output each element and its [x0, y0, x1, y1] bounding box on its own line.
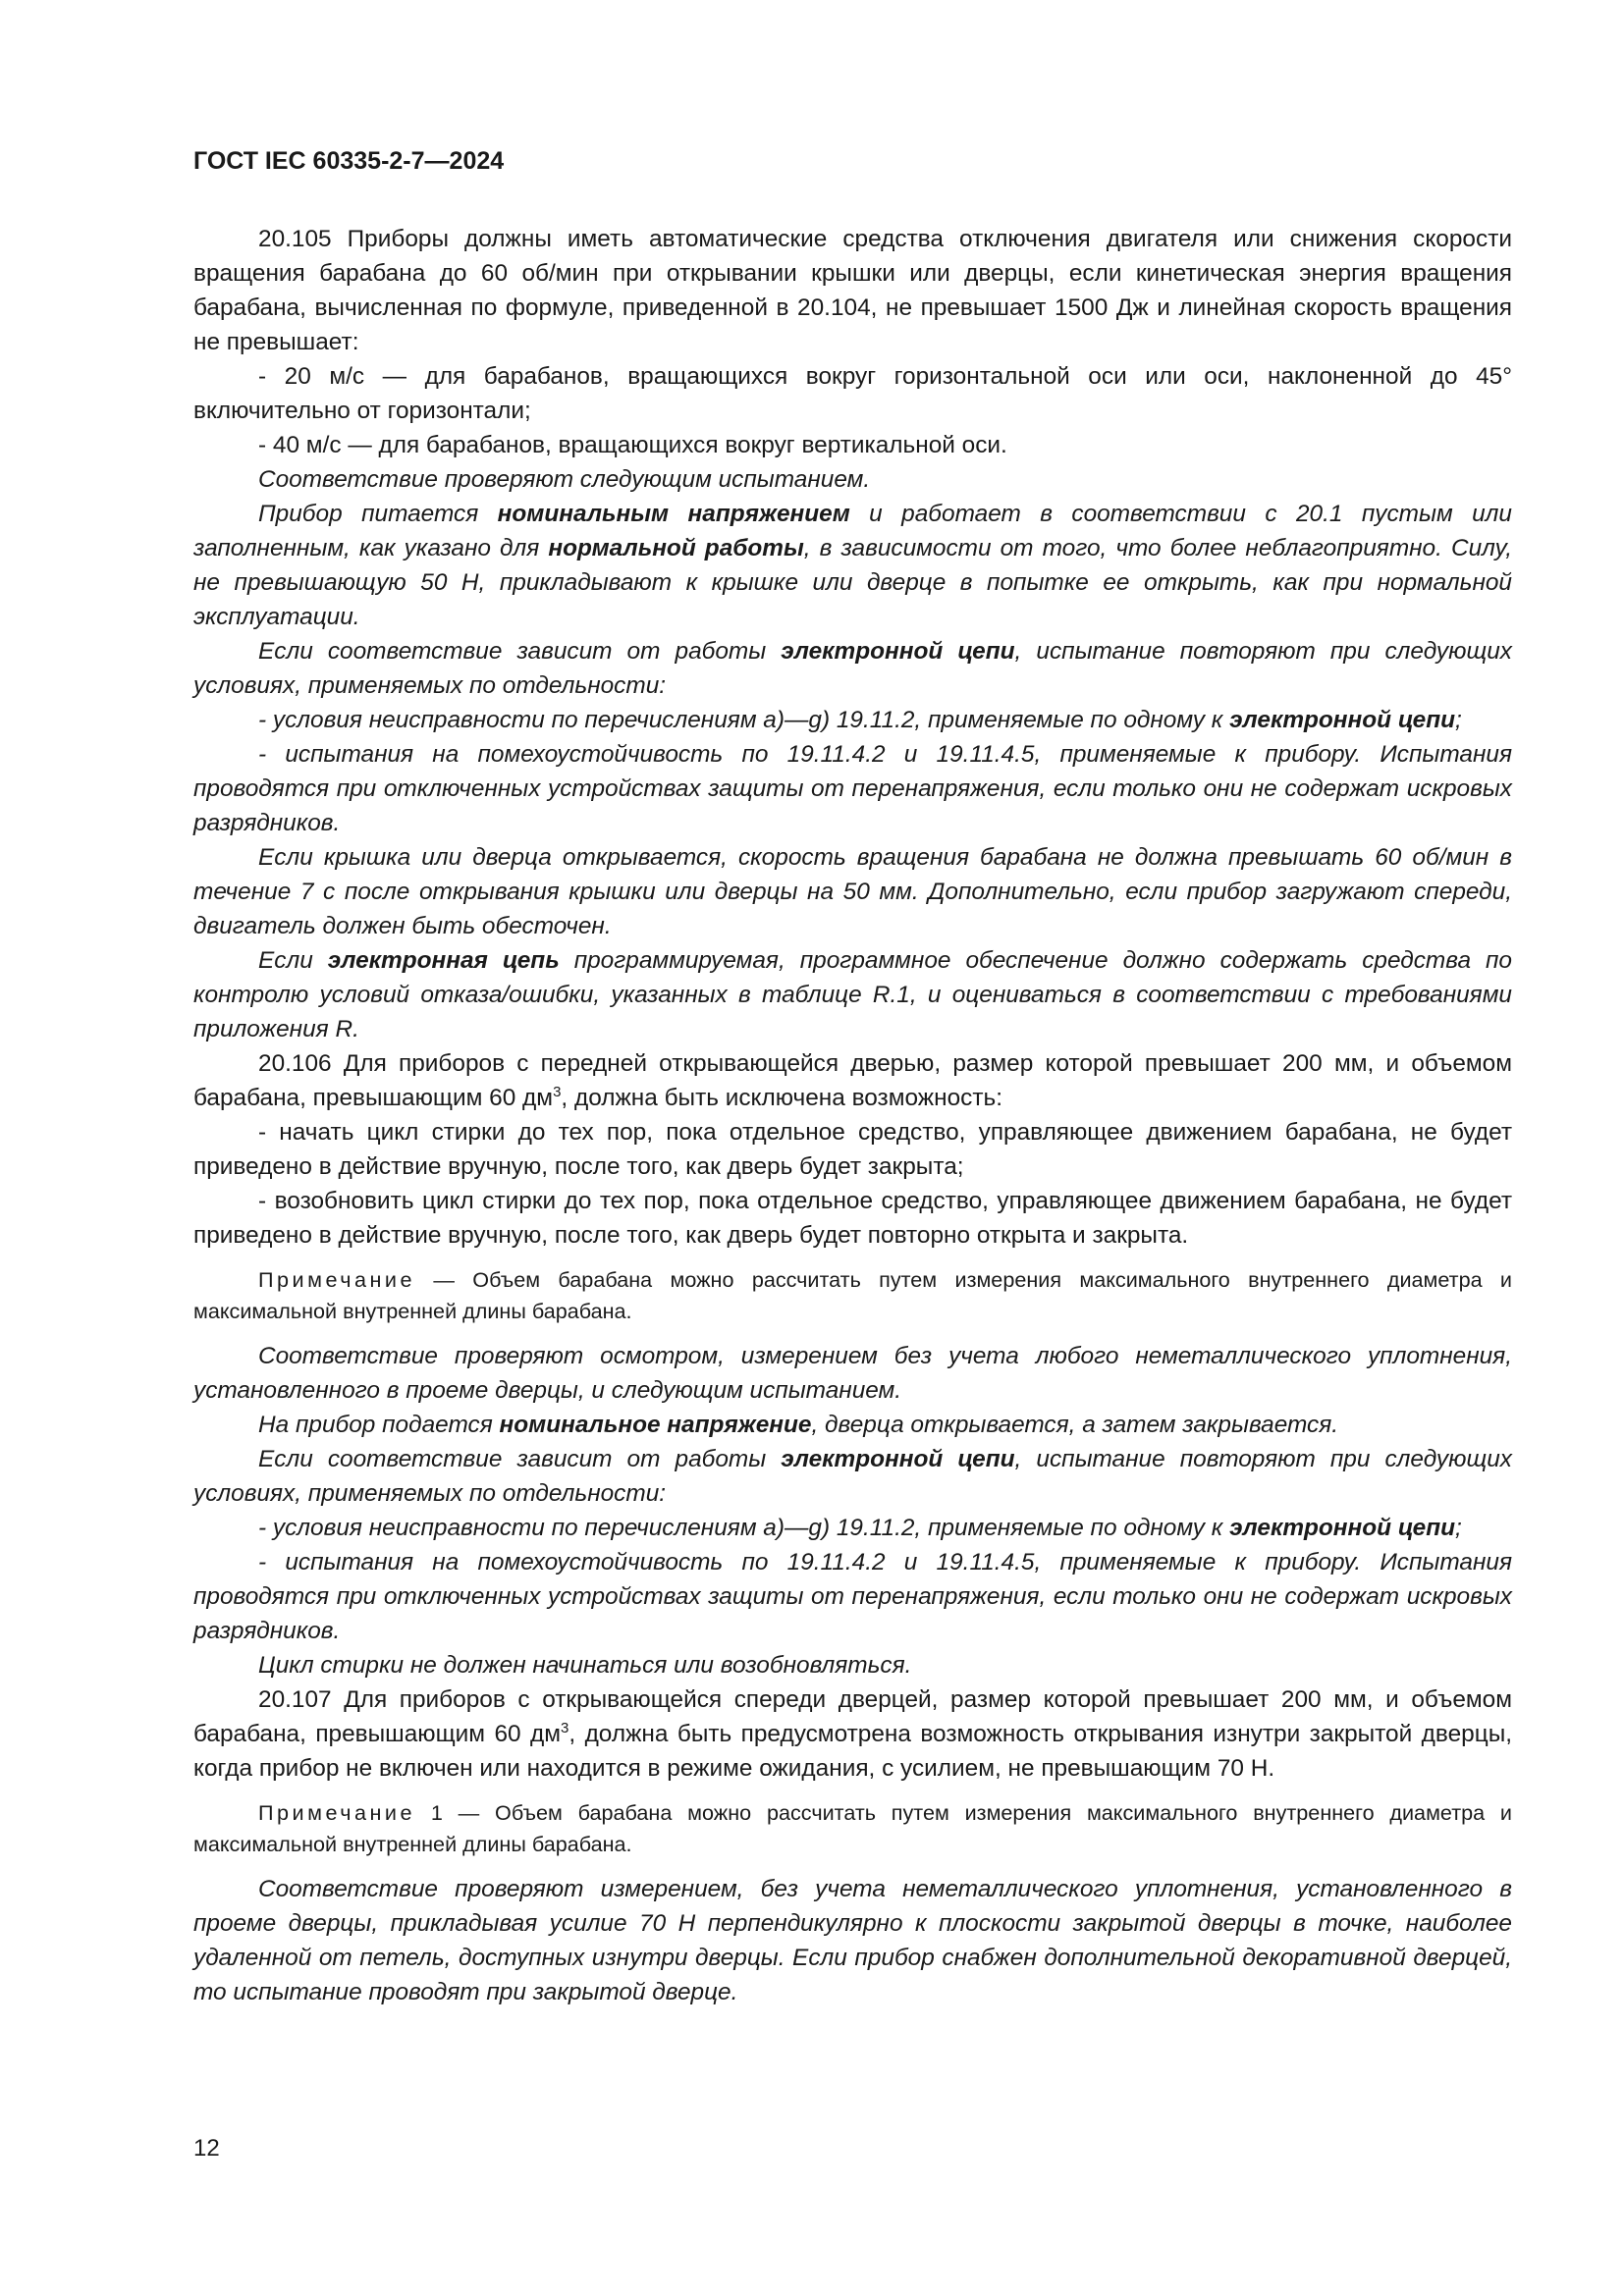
note-label: Примечание	[258, 1800, 415, 1825]
defined-term: электронная цепь	[327, 947, 560, 974]
compliance-statement: Соответствие проверяют следующим испытанием.	[258, 466, 871, 493]
note-label: Примечание	[258, 1267, 415, 1292]
paragraph-20-107: 20.107 Для приборов с открывающейся спереди дверцей, размер которой превышает 200 мм, и объемом барабана, превышающим 60 $дм^3$, должна быть предусмотрена возможность открывания изнутри закрытой дверцы, когда прибор не включен или находится в режиме ожидания, с усилием, не превышающим 70 Н.	[193, 1686, 1512, 1782]
defined-term: электронной цепи	[781, 1446, 1015, 1472]
compliance-paragraph: Соответствие проверяют измерением, без учета неметаллического уплотнения, установленного в проеме дверцы, прикладывая усилие 70 Н перпендикулярно к плоскости закрытой дверцы в точке, наиболее удаленной от петель, доступных изнутри дверцы. Если прибор снабжен дополнительной декоративной дверцей, то испытание проводят при закрытой дверце.	[193, 1876, 1512, 2005]
list-item: - условия неисправности по перечислениям a)—g) 19.11.2, применяемые по одному к электронной цепи;	[258, 707, 1462, 733]
compliance-paragraph: Если крышка или дверца открывается, скорость вращения барабана не должна превышать 60 об/мин в течение 7 с после открывания крышки или дверцы на 50 мм. Дополнительно, если прибор загружают спереди, двигатель должен быть обесточен.	[193, 844, 1512, 939]
list-item: - условия неисправности по перечислениям a)—g) 19.11.2, применяемые по одному к электронной цепи;	[258, 1515, 1462, 1541]
compliance-paragraph: Если соответствие зависит от работы электронной цепи, испытание повторяют при следующих условиях, применяемых по отдельности:	[193, 638, 1512, 699]
note: Примечание 1 — Объем барабана можно рассчитать путем измерения максимального внутреннего диаметра и максимальной внутренней длины барабана.	[193, 1800, 1512, 1856]
list-item: - 40 м/с — для барабанов, вращающихся вокруг вертикальной оси.	[258, 432, 1007, 458]
list-item: - начать цикл стирки до тех пор, пока отдельное средство, управляющее движением барабана, не будет приведено в действие вручную, после того, как дверь будет закрыта;	[193, 1119, 1512, 1180]
defined-term: электронной цепи	[781, 638, 1015, 665]
list-item: - 20 м/с — для барабанов, вращающихся вокруг горизонтальной оси или оси, наклоненной до 45° включительно от горизонтали;	[193, 363, 1512, 424]
defined-term: номинальным напряжением	[497, 501, 850, 527]
compliance-paragraph: Прибор питается номинальным напряжением и работает в соответствии с 20.1 пустым или заполненным, как указано для нормальной работы, в зависимости от того, что более неблагоприятно. Силу, не превышающую 50 Н, прикладывают к крышке или дверце в попытке ее открыть, как при нормальной эксплуатации.	[193, 501, 1512, 630]
defined-term: нормальной работы	[548, 535, 804, 561]
list-item: - испытания на помехоустойчивость по 19.11.4.2 и 19.11.4.5, применяемые к прибору. Испытания проводятся при отключенных устройствах защиты от перенапряжения, если только они не содержат искровых разрядников.	[193, 1549, 1512, 1644]
paragraph-20-106: 20.106 Для приборов с передней открывающейся дверью, размер которой превышает 200 мм, и объемом барабана, превышающим 60 $дм^3$, должна быть исключена возможность:	[193, 1050, 1512, 1111]
compliance-paragraph: Если электронная цепь программируемая, программное обеспечение должно содержать средства по контролю условий отказа/ошибки, указанных в таблице R.1, и оцениваться в соответствии с требованиями приложения R.	[193, 947, 1512, 1042]
defined-term: номинальное напряжение	[499, 1412, 812, 1438]
compliance-paragraph: На прибор подается номинальное напряжение, дверца открывается, а затем закрывается.	[258, 1412, 1339, 1438]
compliance-paragraph: Если соответствие зависит от работы электронной цепи, испытание повторяют при следующих условиях, применяемых по отдельности:	[193, 1446, 1512, 1507]
compliance-paragraph: Соответствие проверяют осмотром, измерением без учета любого неметаллического уплотнения, установленного в проеме дверцы, и следующим испытанием.	[193, 1343, 1512, 1404]
page-number: 12	[193, 2135, 220, 2162]
note: Примечание — Объем барабана можно рассчитать путем измерения максимального внутреннего диаметра и максимальной внутренней длины барабана.	[193, 1267, 1512, 1323]
page-body	[193, 222, 1512, 2009]
paragraph-20-105: 20.105 Приборы должны иметь автоматические средства отключения двигателя или снижения скорости вращения барабана до 60 об/мин при открывании крышки или дверцы, если кинетическая энергия вращения барабана, вычисленная по формуле, приведенной в 20.104, не превышает 1500 Дж и линейная скорость вращения не превышает:	[193, 226, 1512, 355]
document-header: ГОСТ IEC 60335-2-7—2024	[193, 147, 505, 175]
defined-term: электронной цепи	[1229, 707, 1456, 733]
list-item: - испытания на помехоустойчивость по 19.11.4.2 и 19.11.4.5, применяемые к прибору. Испытания проводятся при отключенных устройствах защиты от перенапряжения, если только они не содержат искровых разрядников.	[193, 741, 1512, 836]
compliance-paragraph: Цикл стирки не должен начинаться или возобновляться.	[258, 1652, 912, 1679]
list-item: - возобновить цикл стирки до тех пор, пока отдельное средство, управляющее движением барабана, не будет приведено в действие вручную, после того, как дверь будет повторно открыта и закрыта.	[193, 1188, 1512, 1249]
defined-term: электронной цепи	[1229, 1515, 1456, 1541]
